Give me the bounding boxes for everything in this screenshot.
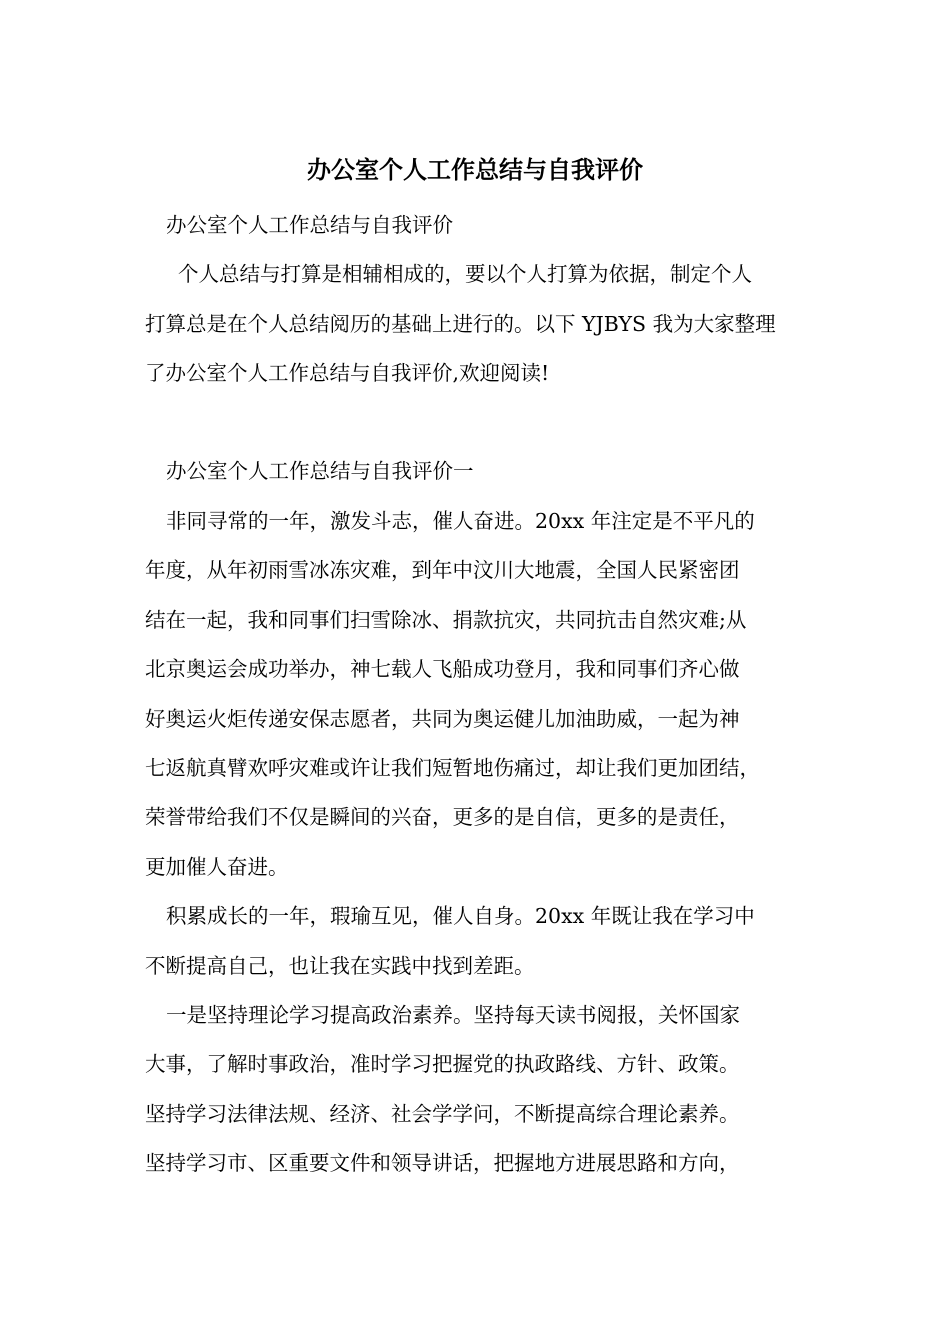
body-line: 好奥运火炬传递安保志愿者，共同为奥运健儿加油助威，一起为神: [145, 707, 740, 731]
body-line: 坚持学习法律法规、经济、社会学学问，不断提高综合理论素养。: [145, 1102, 740, 1126]
body-line: 非同寻常的一年，激发斗志，催人奋进。20xx 年注定是不平凡的: [166, 509, 755, 533]
body-line: 七返航真臂欢呼灾难或许让我们短暂地伤痛过，却让我们更加团结，: [145, 756, 760, 780]
document-title: 办公室个人工作总结与自我评价: [307, 155, 643, 184]
body-line: 了办公室个人工作总结与自我评价,欢迎阅读!: [145, 361, 550, 385]
body-line: 荣誉带给我们不仅是瞬间的兴奋，更多的是自信，更多的是责任，: [145, 805, 740, 829]
body-line: 北京奥运会成功举办，神七载人飞船成功登月，我和同事们齐心做: [145, 657, 740, 681]
body-line: 大事，了解时事政治，准时学习把握党的执政路线、方针、政策。: [145, 1052, 740, 1076]
body-line: 坚持学习市、区重要文件和领导讲话，把握地方进展思路和方向，: [145, 1151, 740, 1175]
body-line: 更加催人奋进。: [145, 855, 289, 879]
body-line: 结在一起，我和同事们扫雪除冰、捐款抗灾，共同抗击自然灾难;从: [145, 608, 747, 632]
body-line: 不断提高自己，也让我在实践中找到差距。: [145, 954, 535, 978]
body-line: 积累成长的一年，瑕瑜互见，催人自身。20xx 年既让我在学习中: [166, 904, 755, 928]
body-line: 一是坚持理论学习提高政治素养。坚持每天读书阅报，关怀国家: [166, 1003, 740, 1027]
body-line: 个人总结与打算是相辅相成的，要以个人打算为依据，制定个人: [178, 262, 752, 286]
subtitle-line: 办公室个人工作总结与自我评价: [166, 213, 453, 237]
body-line: 打算总是在个人总结阅历的基础上进行的。以下 YJBYS 我为大家整理: [145, 312, 776, 336]
body-line: 年度，从年初雨雪冰冻灾难，到年中汶川大地震，全国人民紧密团: [145, 558, 740, 582]
section-heading: 办公室个人工作总结与自我评价一: [166, 459, 474, 483]
